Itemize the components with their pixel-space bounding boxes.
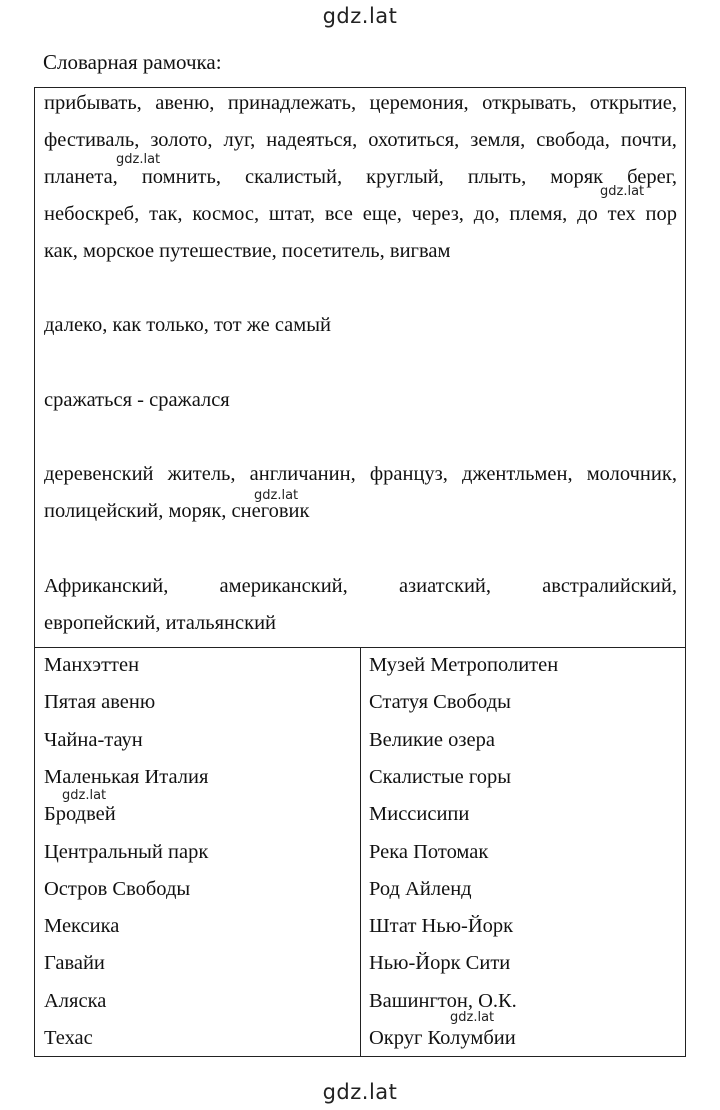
vocab-word: все (324, 203, 353, 225)
vocab-word: авеню, (155, 92, 215, 114)
vocab-word: Африканский, (44, 575, 169, 597)
place-name: Округ Колумбии (369, 1027, 516, 1049)
vocab-word: азиатский, (398, 575, 492, 597)
vocab-word: так, (149, 203, 183, 225)
vocab-word: золото, (150, 129, 213, 151)
vocab-word: берег, (627, 166, 677, 188)
vocab-word: круглый, (366, 166, 444, 188)
place-name: Остров Свободы (44, 877, 191, 900)
vocab-line-8 (44, 461, 677, 487)
vocab-word: открытие, (589, 92, 677, 114)
vocab-line-4 (44, 201, 677, 227)
vocab-word: космос, (192, 203, 260, 225)
vocab-line-2 (44, 127, 677, 153)
vocab-word: охотиться, (368, 129, 460, 151)
section-heading: Словарная рамочка: (43, 50, 222, 74)
place-name: Аляска (44, 989, 107, 1012)
place-name: Бродвей (44, 803, 116, 826)
vocabulary-frame (34, 87, 686, 1057)
vocab-word: житель, (167, 463, 236, 485)
vocab-word: пор (645, 203, 677, 225)
vocab-word: штат, (268, 203, 316, 225)
vocab-word: до, (473, 203, 500, 225)
place-name: Музей Метрополитен (369, 654, 559, 676)
vocab-line-9: полицейский, моряк, снеговик (44, 500, 310, 522)
vocab-line-10 (44, 573, 677, 599)
vocab-word: моряк (550, 166, 604, 188)
vocab-word: американский, (219, 575, 348, 597)
vocab-word: прибывать, (44, 92, 142, 114)
site-watermark-top: gdz.lat (322, 4, 398, 28)
vocab-word: земля, (470, 129, 526, 151)
place-name: Великие озера (369, 728, 495, 751)
vocab-word: племя, (509, 203, 568, 225)
vocab-word: молочник, (586, 463, 677, 485)
vocab-word: деревенский (44, 463, 154, 485)
vocab-word: скалистый, (245, 166, 343, 188)
place-name: Статуя Свободы (369, 691, 511, 714)
vocab-word: принадлежать, (227, 92, 357, 114)
vocab-word: помнить, (141, 166, 221, 188)
place-name: Нью-Йорк Сити (369, 952, 511, 975)
place-name: Пятая авеню (44, 691, 156, 714)
vocab-word: планета, (44, 166, 118, 188)
vocab-word: свобода, (536, 129, 610, 151)
place-name: Вашингтон, О.К. (369, 989, 517, 1012)
vocab-line-3 (44, 164, 677, 190)
watermark-small-2: gdz.lat (600, 184, 645, 199)
place-name: Река Потомак (369, 840, 489, 863)
vocab-word: до (577, 203, 598, 225)
vocab-line-6: далеко, как только, тот же самый (44, 314, 331, 336)
place-name: Манхэттен (44, 654, 140, 676)
vocab-word: тех (607, 203, 636, 225)
site-watermark-bottom: gdz.lat (322, 1080, 398, 1104)
watermark-small-1: gdz.lat (116, 152, 161, 167)
watermark-small-3: gdz.lat (254, 488, 299, 503)
place-name: Мексика (44, 915, 120, 938)
watermark-small-4: gdz.lat (62, 788, 107, 803)
place-name: Техас (44, 1027, 93, 1049)
vocab-line-11: европейский, итальянский (44, 612, 277, 634)
vocab-line-5: как, морское путешествие, посетитель, вигвам (44, 240, 451, 262)
vocab-word: еще, (362, 203, 402, 225)
vocab-word: англичанин, (249, 463, 356, 485)
vocab-word: луг, (223, 129, 256, 151)
place-name: Штат Нью-Йорк (369, 915, 514, 938)
vocab-word: надеяться, (266, 129, 358, 151)
vocab-word: небоскреб, (44, 203, 140, 225)
place-name: Маленькая Италия (44, 765, 209, 788)
vocab-word: почти, (620, 129, 677, 151)
vocab-word: джентльмен, (462, 463, 573, 485)
place-name: Скалистые горы (369, 765, 512, 788)
vocab-word: церемония, (369, 92, 469, 114)
vocab-word: австралийский, (542, 575, 677, 597)
place-name: Центральный парк (44, 840, 209, 863)
vocab-word: француз, (369, 463, 448, 485)
vocab-word: фестиваль, (44, 129, 140, 151)
place-name: Миссисипи (369, 803, 470, 826)
place-name: Чайна-таун (44, 728, 143, 751)
vocab-line-7: сражаться - сражался (44, 389, 230, 411)
column-divider (360, 647, 361, 1056)
vocab-word: через, (411, 203, 464, 225)
vocab-word: плыть, (467, 166, 527, 188)
vocab-line-1 (44, 90, 677, 116)
vocab-word: открывать, (482, 92, 577, 114)
place-name: Гавайи (44, 952, 105, 975)
watermark-small-5: gdz.lat (450, 1010, 495, 1025)
place-name: Род Айленд (369, 877, 472, 900)
